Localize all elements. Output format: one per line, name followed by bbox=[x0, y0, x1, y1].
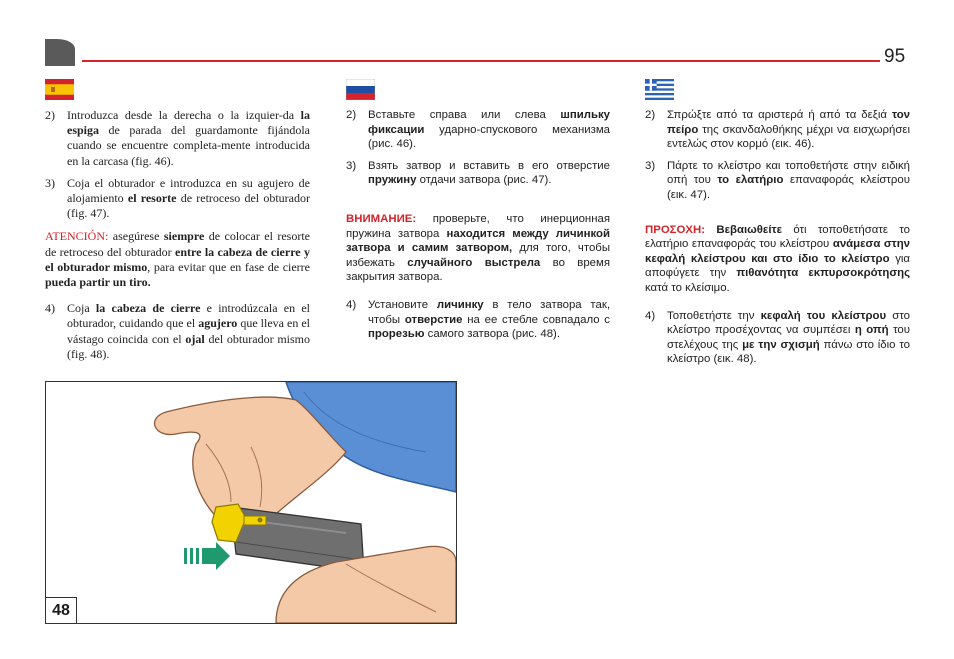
step-number: 2) bbox=[346, 109, 357, 121]
ru-step-2 bbox=[346, 108, 610, 152]
step-number: 2) bbox=[45, 108, 55, 122]
step-number: 4) bbox=[45, 301, 55, 316]
ru-step-4 bbox=[346, 298, 610, 342]
greece-flag-icon bbox=[645, 79, 674, 100]
chapter-tab bbox=[45, 39, 75, 66]
step-text: Σπρώξτε από τα αριστερά ή από τα δεξιά τον πείρο της σκανδαλοθήκης μέχρι να εισχωρήσει εντελώς στον κορμό (εικ. 46). bbox=[667, 109, 910, 151]
ru-warning: ВНИМАНИЕ: проверьте, что инерционная пружина затвора находится между личинкой затвора и самим затвором, для того, чтобы избежать случайного выстрела во время закрытия затвора. bbox=[346, 212, 611, 284]
step-number: 2) bbox=[645, 109, 656, 121]
page-number: 95 bbox=[884, 46, 906, 67]
column-russian bbox=[346, 108, 610, 349]
spain-flag-icon bbox=[45, 79, 74, 100]
step-text: Вставьте справа или слева шпильку фиксации ударно-спускового механизма (рис. 46). bbox=[368, 109, 610, 151]
step-text: Взять затвор и вставить в его отверстие пружину отдачи затвора (рис. 47). bbox=[368, 159, 610, 187]
step-text: Coja la cabeza de cierre e introdúzcala en el obturador, cuidando que el agujero que lleva en el vástago coincida con el ojal del obturador mismo (fig. 48). bbox=[67, 301, 311, 361]
figure-48-illustration bbox=[45, 381, 457, 624]
step-number: 3) bbox=[645, 159, 656, 172]
gr-warning: ΠΡΟΣΟΧΗ: Βεβαιωθείτε ότι τοποθετήσατε το ελατήριο επαναφοράς του κλείστρου ανάμεσα στην κεφαλή κλείστρου και στο ίδιο το κλείστρο για αποφύγετε την πιθανότητα εκπυρσοκρότησης κατά το κλείσιμο. bbox=[645, 223, 911, 294]
step-text: Coja el obturador e introduzca en su agujero de alojamiento el resorte de retroceso del obturador (fig. 47). bbox=[67, 175, 310, 221]
russia-flag-icon bbox=[346, 79, 375, 100]
step-text: Introduzca desde la derecha o la izquier-da la espiga de parada del guardamonte fijándola cuando se encuentre completa-mente introducida en la carcasa (fig. 46). bbox=[67, 108, 310, 168]
column-spanish bbox=[45, 108, 310, 369]
step-text: Установите личинку в тело затвора так, чтобы отверстие на ее стебле совпадало с прорезью самого затвора (рис. 48). bbox=[368, 298, 611, 341]
es-step-3 bbox=[45, 176, 310, 222]
gr-step-3 bbox=[645, 159, 910, 203]
step-number: 4) bbox=[645, 309, 656, 322]
insert-direction-arrow-icon bbox=[184, 542, 230, 570]
ru-step-3 bbox=[346, 159, 610, 188]
step-number: 4) bbox=[346, 298, 357, 311]
gr-step-2 bbox=[645, 108, 910, 152]
es-step-2 bbox=[45, 108, 310, 169]
step-number: 3) bbox=[45, 175, 55, 190]
gr-step-4 bbox=[645, 309, 910, 367]
es-warning: ATENCIÓN: asegúrese siempre de colocar el resorte de retroceso del obturador entre la cabeza de cierre y el obturador mismo, para evitar que en fase de cierre pueda partir un tiro. bbox=[45, 229, 311, 290]
hands-bolt-illustration bbox=[46, 382, 456, 623]
header-rule bbox=[82, 60, 880, 62]
column-greek bbox=[645, 108, 910, 374]
step-text: Τοποθετήστε την κεφαλή του κλείστρου στο κλείστρο προσέχοντας να συμπέσει η οπή του στελέχους της με την σχισμή πάνω στο ίδιο το κλείστρο (εικ. 48). bbox=[667, 309, 910, 366]
figure-number: 48 bbox=[45, 597, 77, 624]
step-text: Πάρτε το κλείστρο και τοποθετήστε στην ειδική οπή του το ελατήριο επαναφοράς κλείστρου (εικ. 47). bbox=[667, 159, 910, 201]
step-number: 3) bbox=[346, 159, 357, 172]
es-step-4 bbox=[45, 301, 310, 362]
